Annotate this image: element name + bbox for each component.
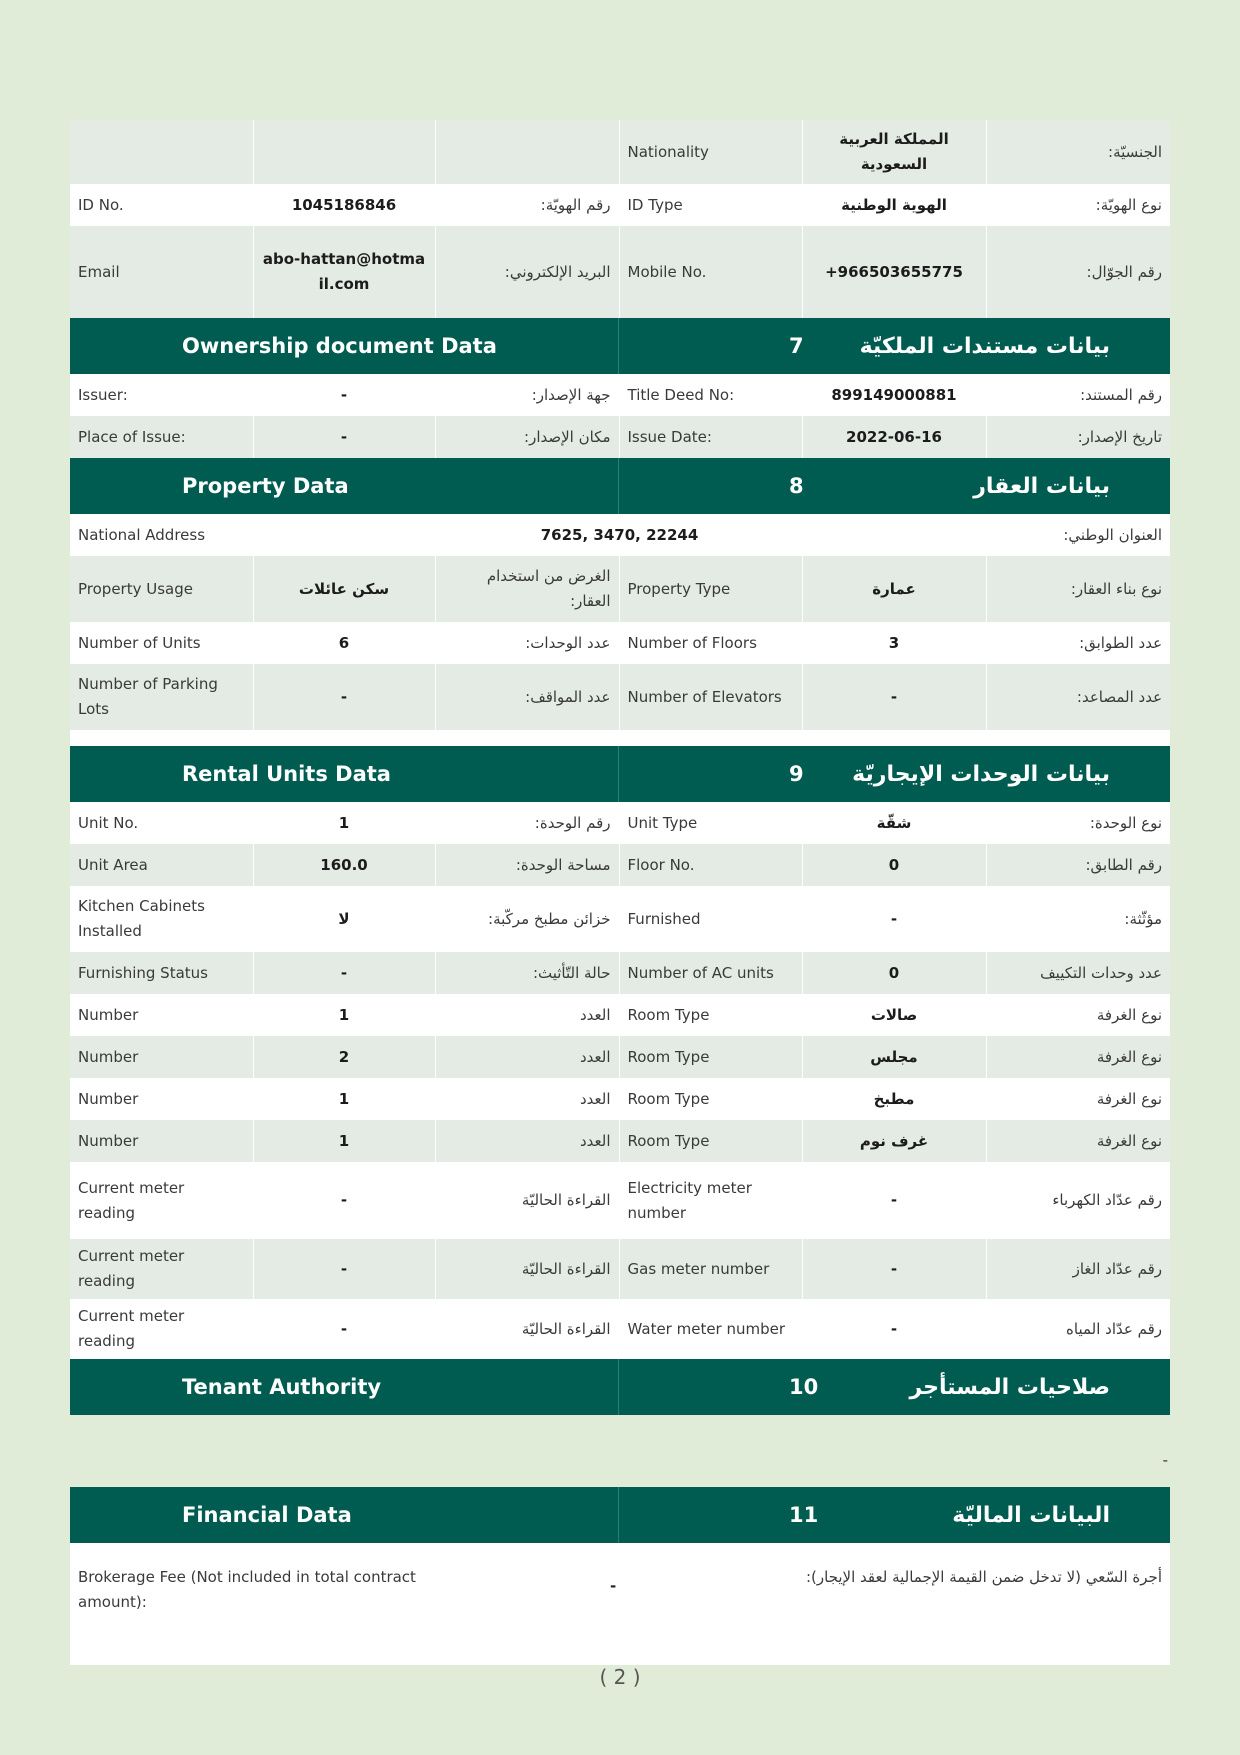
right-label-ar: تاريخ الإصدار:: [986, 416, 1170, 458]
section-header-ownership: [70, 318, 1170, 374]
left-label-ar: رقم الوحدة:: [435, 802, 619, 844]
property-table: [70, 514, 1170, 730]
left-value: -: [253, 1162, 435, 1239]
nationality-label-ar: الجنسيّة:: [986, 120, 1170, 184]
id-no-value: 1045186846: [253, 184, 435, 226]
id-type-value: الهوية الوطنية: [802, 184, 986, 226]
right-label-ar: نوع الوحدة:: [986, 802, 1170, 844]
left-label-en: Unit Area: [70, 844, 253, 886]
table-row: [70, 802, 1170, 844]
left-label-en: Number: [70, 994, 253, 1036]
nationality-label-en: Nationality: [619, 120, 802, 184]
ownership-table: [70, 374, 1170, 458]
right-value: عمارة: [802, 556, 986, 622]
right-label-en: Water meter number: [619, 1299, 802, 1359]
table-row: [70, 844, 1170, 886]
left-label-ar: القراءة الحاليّة: [435, 1239, 619, 1299]
id-type-label-ar: نوع الهويّة:: [986, 184, 1170, 226]
mobile-value: +966503655775: [802, 226, 986, 318]
financial-content: [70, 1543, 1170, 1665]
left-label-ar: العدد: [435, 994, 619, 1036]
email-label-en: Email: [70, 226, 253, 318]
email-value: abo-hattan@hotmail.com: [253, 226, 435, 318]
left-value: -: [253, 374, 435, 416]
right-label-ar: عدد وحدات التكييف: [986, 952, 1170, 994]
right-label-ar: نوع بناء العقار:: [986, 556, 1170, 622]
right-label-en: Electricity meter number: [619, 1162, 802, 1239]
left-label-en: Issuer:: [70, 374, 253, 416]
right-value: مجلس: [802, 1036, 986, 1078]
left-value: 160.0: [253, 844, 435, 886]
left-value: 6: [253, 622, 435, 664]
right-value: 0: [802, 844, 986, 886]
left-label-en: Current meter reading: [70, 1239, 253, 1299]
left-value: -: [253, 1239, 435, 1299]
table-row: [70, 184, 1170, 226]
brokerage-fee-label-ar: أجرة السّعي (لا تدخل ضمن القيمة الإجمالية لعقد الإيجار):: [805, 1568, 1162, 1586]
table-row: [70, 226, 1170, 318]
section-title-en: Property Data: [70, 458, 619, 514]
rental-table: [70, 802, 1170, 1359]
brokerage-fee-label-en: Brokerage Fee (Not included in total contract amount):: [78, 1568, 416, 1611]
table-row: [70, 556, 1170, 622]
national-address-label-ar: العنوان الوطني:: [986, 514, 1170, 556]
left-label-ar: عدد الوحدات:: [435, 622, 619, 664]
table-row: [70, 416, 1170, 458]
left-value: -: [253, 416, 435, 458]
table-row: [70, 1239, 1170, 1299]
table-row: [70, 1078, 1170, 1120]
left-value: 1: [253, 994, 435, 1036]
mobile-label-en: Mobile No.: [619, 226, 802, 318]
left-label-ar: القراءة الحاليّة: [435, 1162, 619, 1239]
right-label-en: Issue Date:: [619, 416, 802, 458]
left-value: -: [253, 664, 435, 730]
left-label-en: Number: [70, 1078, 253, 1120]
left-label-en: Property Usage: [70, 556, 253, 622]
right-label-ar: رقم المستند:: [986, 374, 1170, 416]
right-value: غرف نوم: [802, 1120, 986, 1162]
table-row: [70, 1162, 1170, 1239]
left-label-ar: العدد: [435, 1036, 619, 1078]
right-value: 899149000881: [802, 374, 986, 416]
section-title-en: Financial Data: [70, 1487, 619, 1543]
table-row: [70, 664, 1170, 730]
left-label-ar: جهة الإصدار:: [435, 374, 619, 416]
right-label-en: Unit Type: [619, 802, 802, 844]
right-label-en: Floor No.: [619, 844, 802, 886]
id-type-label-en: ID Type: [619, 184, 802, 226]
left-value: 1: [253, 1078, 435, 1120]
left-label-ar: خزائن مطبخ مركّبة:: [435, 886, 619, 952]
section-title-en: Ownership document Data: [70, 318, 619, 374]
right-label-en: Room Type: [619, 994, 802, 1036]
right-label-en: Number of Elevators: [619, 664, 802, 730]
section-title-ar: البيانات الماليّة: [952, 1502, 1110, 1528]
right-label-ar: رقم عدّاد الكهرباء: [986, 1162, 1170, 1239]
left-label-en: Current meter reading: [70, 1299, 253, 1359]
section-number: 7: [789, 334, 804, 358]
section-title-ar: بيانات مستندات الملكيّة: [859, 333, 1110, 359]
right-value: 0: [802, 952, 986, 994]
national-address-value: 7625, 3470, 22244: [253, 514, 986, 556]
brokerage-fee-value: -: [610, 1577, 617, 1595]
mobile-label-ar: رقم الجوّال:: [986, 226, 1170, 318]
right-label-en: Title Deed No:: [619, 374, 802, 416]
left-label-ar: الغرض من استخدام العقار:: [435, 556, 619, 622]
table-row: [70, 1299, 1170, 1359]
left-label-en: Place of Issue:: [70, 416, 253, 458]
table-row: [70, 1120, 1170, 1162]
left-label-en: Current meter reading: [70, 1162, 253, 1239]
left-label-en: Number of Parking Lots: [70, 664, 253, 730]
right-label-en: Room Type: [619, 1036, 802, 1078]
section-title-ar: بيانات العقار: [973, 473, 1110, 499]
table-row: [70, 994, 1170, 1036]
right-label-en: Property Type: [619, 556, 802, 622]
left-label-ar: العدد: [435, 1078, 619, 1120]
right-label-ar: مؤثّثة:: [986, 886, 1170, 952]
national-address-label-en: National Address: [70, 514, 253, 556]
section-header-rental: [70, 746, 1170, 802]
section-number: 11: [789, 1503, 819, 1527]
left-label-ar: العدد: [435, 1120, 619, 1162]
left-value: 1: [253, 1120, 435, 1162]
right-label-ar: عدد الطوابق:: [986, 622, 1170, 664]
right-label-en: Room Type: [619, 1120, 802, 1162]
table-row: [70, 952, 1170, 994]
left-label-ar: القراءة الحاليّة: [435, 1299, 619, 1359]
right-label-ar: نوع الغرفة: [986, 1036, 1170, 1078]
section-header-tenant: [70, 1359, 1170, 1415]
right-label-ar: نوع الغرفة: [986, 994, 1170, 1036]
table-row: [70, 886, 1170, 952]
id-no-label-ar: رقم الهويّة:: [435, 184, 619, 226]
right-label-en: Number of Floors: [619, 622, 802, 664]
right-value: صالات: [802, 994, 986, 1036]
table-row: [70, 374, 1170, 416]
section-title-ar: صلاحيات المستأجر: [909, 1374, 1110, 1400]
right-label-ar: رقم عدّاد المياه: [986, 1299, 1170, 1359]
left-label-en: Number: [70, 1036, 253, 1078]
nationality-value: المملكة العربية السعودية: [802, 120, 986, 184]
page-number: ( 2 ): [599, 1665, 641, 1689]
right-value: -: [802, 1299, 986, 1359]
email-label-ar: البريد الإلكتروني:: [435, 226, 619, 318]
right-value: -: [802, 886, 986, 952]
right-value: 3: [802, 622, 986, 664]
left-label-en: Kitchen Cabinets Installed: [70, 886, 253, 952]
left-value: 2: [253, 1036, 435, 1078]
table-row: [70, 120, 1170, 184]
right-value: -: [802, 1239, 986, 1299]
left-label-en: Unit No.: [70, 802, 253, 844]
right-label-ar: رقم عدّاد الغاز: [986, 1239, 1170, 1299]
tenant-authority-content: [70, 1415, 1170, 1487]
left-value: -: [253, 1299, 435, 1359]
table-row: [70, 514, 1170, 556]
section-header-property: [70, 458, 1170, 514]
right-label-en: Number of AC units: [619, 952, 802, 994]
table-row: [70, 622, 1170, 664]
section-title-en: Tenant Authority: [70, 1359, 619, 1415]
spacer: [70, 730, 1170, 746]
id-no-label-en: ID No.: [70, 184, 253, 226]
left-label-ar: عدد المواقف:: [435, 664, 619, 730]
left-label-ar: مكان الإصدار:: [435, 416, 619, 458]
section-number: 10: [789, 1375, 819, 1399]
section-header-financial: [70, 1487, 1170, 1543]
left-value: سكن عائلات: [253, 556, 435, 622]
right-label-ar: عدد المصاعد:: [986, 664, 1170, 730]
left-value: -: [253, 952, 435, 994]
left-label-en: Furnishing Status: [70, 952, 253, 994]
right-value: مطبخ: [802, 1078, 986, 1120]
right-value: -: [802, 664, 986, 730]
tenant-authority-value: -: [1162, 1451, 1168, 1469]
right-value: شقّة: [802, 802, 986, 844]
right-label-ar: رقم الطابق:: [986, 844, 1170, 886]
right-label-en: Gas meter number: [619, 1239, 802, 1299]
right-label-ar: نوع الغرفة: [986, 1078, 1170, 1120]
left-label-ar: حالة التّأثيث:: [435, 952, 619, 994]
section-title-en: Rental Units Data: [70, 746, 619, 802]
right-value: -: [802, 1162, 986, 1239]
section-number: 8: [789, 474, 804, 498]
left-value: 1: [253, 802, 435, 844]
party-details-table: [70, 120, 1170, 318]
right-label-en: Furnished: [619, 886, 802, 952]
section-title-ar: بيانات الوحدات الإيجاريّة: [852, 761, 1110, 787]
left-label-en: Number: [70, 1120, 253, 1162]
right-label-en: Room Type: [619, 1078, 802, 1120]
contract-page: [70, 120, 1170, 1665]
left-label-ar: مساحة الوحدة:: [435, 844, 619, 886]
table-row: [70, 1036, 1170, 1078]
right-label-ar: نوع الغرفة: [986, 1120, 1170, 1162]
left-label-en: Number of Units: [70, 622, 253, 664]
section-number: 9: [789, 762, 804, 786]
right-value: 2022-06-16: [802, 416, 986, 458]
left-value: لا: [253, 886, 435, 952]
